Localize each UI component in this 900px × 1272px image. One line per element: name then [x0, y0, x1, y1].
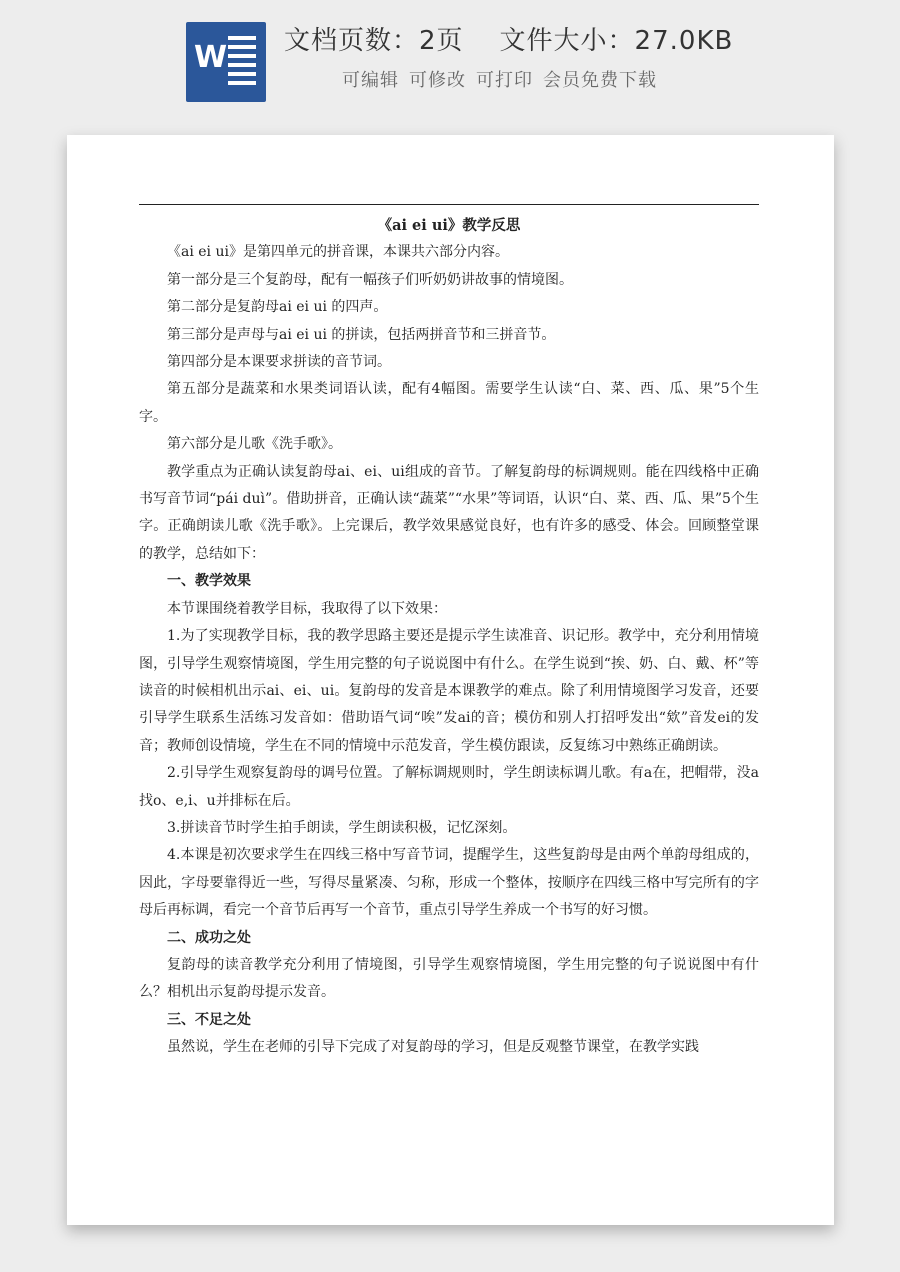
paragraph: 第二部分是复韵母ai ei ui 的四声。 [167, 299, 388, 316]
paragraph: 本节课围绕着教学目标，我取得了以下效果： [167, 600, 447, 617]
file-info [284, 20, 733, 57]
feature-editable: 可编辑 [342, 70, 399, 91]
word-icon-letter: W [194, 40, 228, 75]
paragraph: 《ai ei ui》是第四单元的拼音课，本课共六部分内容。 [167, 244, 509, 261]
download-banner [0, 0, 900, 125]
paragraph: 第一部分是三个复韵母，配有一幅孩子们听奶奶讲故事的情境图。 [167, 271, 573, 288]
page-count: 文档页数：2页 [284, 26, 464, 56]
paragraph: 第三部分是声母与ai ei ui 的拼读，包括两拼音节和三拼音节。 [167, 326, 556, 343]
paragraph: 虽然说，学生在老师的引导下完成了对复韵母的学习，但是反观整节课堂，在教学实践 [167, 1039, 699, 1056]
section-heading: 二、成功之处 [167, 929, 251, 946]
section-heading: 三、不足之处 [167, 1011, 251, 1028]
paragraph: 4.本课是初次要求学生在四线三格中写音节词，提醒学生，这些复韵母是由两个单韵母组成的，因此，字母要靠得近一些，写得尽量紧凑、匀称，形成一个整体，按顺序在四线三格中写完所有的字母后再标调，看完一个音节后再写一个音节，重点引导学生养成一个书写的好习惯。 [139, 847, 759, 919]
file-size: 文件大小：27.0KB [499, 26, 734, 56]
section-heading: 一、教学效果 [167, 573, 251, 590]
paragraph: 第五部分是蔬菜和水果类词语认读，配有4幅图。需要学生认读“白、菜、西、瓜、果”5个生字。 [139, 381, 759, 425]
paragraph: 2.引导学生观察复韵母的调号位置。了解标调规则时，学生朗读标调儿歌。有a在，把帽带，没a找o、e,i、u并排标在后。 [139, 765, 759, 809]
paragraph: 第四部分是本课要求拼读的音节词。 [167, 354, 391, 371]
paragraph: 教学重点为正确认读复韵母ai、ei、ui组成的音节。了解复韵母的标调规则。能在四线格中正确书写音节词“pái duì”。借助拼音，正确认读“蔬菜”“水果”等词语，认识“白、菜、西、瓜、果”5个生字。正确朗读儿歌《洗手歌》。上完课后，教学效果感觉良好，也有许多的感受、体会。回顾整堂课的教学，总结如下： [139, 463, 759, 562]
feature-modifiable: 可修改 [409, 70, 466, 91]
header-rule [139, 204, 759, 205]
feature-printable: 可打印 [476, 70, 533, 91]
paragraph: 第六部分是儿歌《洗手歌》。 [167, 436, 342, 453]
paragraph: 1.为了实现教学目标，我的教学思路主要还是提示学生读准音、识记形。教学中，充分利用情境图，引导学生观察情境图，学生用完整的句子说说图中有什么。在学生说到“挨、奶、白、戴、杯”等读音的时候相机出示ai、ei、ui。复韵母的发音是本课教学的难点。除了利用情境图学习发音，还要引导学生联系生活练习发音如：借助语气词“唉”发ai的音；模仿和别人打招呼发出“欸”音发ei的发音；教师创设情境，学生在不同的情境中示范发音，学生模仿跟读，反复练习中熟练正确朗读。 [139, 628, 759, 754]
paragraph: 3.拼读音节时学生拍手朗读，学生朗读积极，记忆深刻。 [167, 819, 517, 836]
document-body [139, 212, 759, 1062]
document-title: 《ai ei ui》教学反思 [377, 217, 521, 234]
feature-member-download: 会员免费下载 [543, 70, 657, 91]
document-page [67, 135, 834, 1225]
paragraph: 复韵母的读音教学充分利用了情境图，引导学生观察情境图，学生用完整的句子说说图中有什么？相机出示复韵母提示发音。 [139, 956, 759, 1001]
feature-list [342, 66, 667, 92]
word-document-icon [186, 22, 266, 102]
